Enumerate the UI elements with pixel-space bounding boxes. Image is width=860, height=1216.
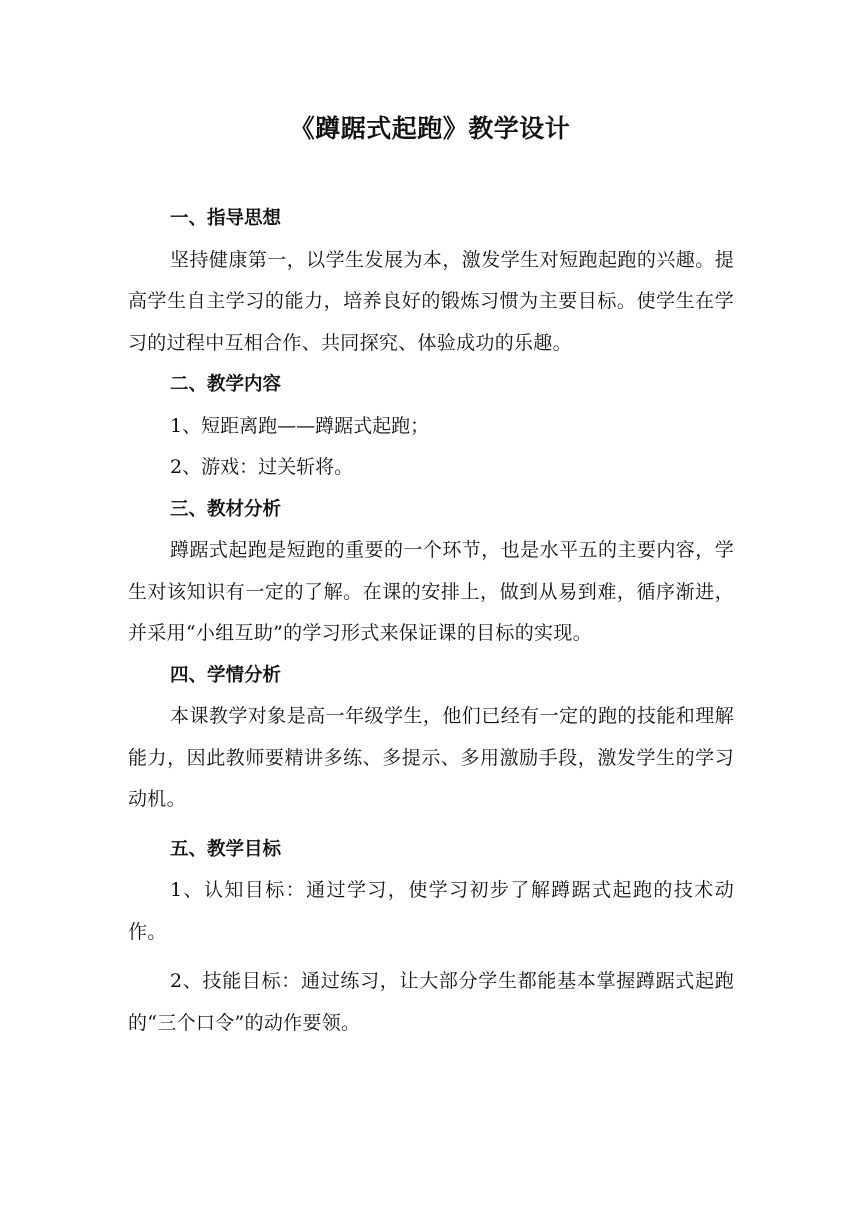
list-item: 1、短距离跑——蹲踞式起跑； [170,414,430,437]
section-heading: 五、教学目标 [170,838,282,860]
section-guiding-idea [128,198,734,364]
goal-paragraph: 2、技能目标：通过练习，让大部分学生都能基本掌握蹲踞式起跑的“三个口令”的动作要领。 [128,970,734,1034]
list-item: 2、游戏：过关斩将。 [170,456,354,478]
section-teaching-content [128,364,734,489]
section-heading: 三、教材分析 [170,498,282,520]
section-heading: 二、教学内容 [170,374,282,395]
section-paragraph: 蹲踞式起跑是短跑的重要的一个环节，也是水平五的主要内容，学生对该知识有一定的了解。在课的安排上，做到从易到难，循序渐进，并采用“小组互助”的学习形式来保证课的目标的实现。 [128,539,734,644]
section-paragraph: 坚持健康第一，以学生发展为本，激发学生对短跑起跑的兴趣。提高学生自主学习的能力，培养良好的锻炼习惯为主要目标。使学生在学习的过程中互相合作、共同探究、体验成功的乐趣。 [128,248,734,354]
section-material-analysis [128,489,734,655]
goal-paragraph: 1、认知目标：通过学习，使学习初步了解蹲踞式起跑的技术动作。 [128,879,734,943]
document-body [128,198,734,1044]
section-teaching-goals [128,829,734,1045]
document-title: 《蹲踞式起跑》教学设计 [289,114,571,143]
section-heading: 四、学情分析 [170,664,282,686]
section-heading: 一、指导思想 [170,208,282,229]
section-student-analysis [128,655,734,821]
section-paragraph: 本课教学对象是高一年级学生，他们已经有一定的跑的技能和理解能力，因此教师要精讲多练、多提示、多用激励手段，激发学生的学习动机。 [128,705,734,810]
